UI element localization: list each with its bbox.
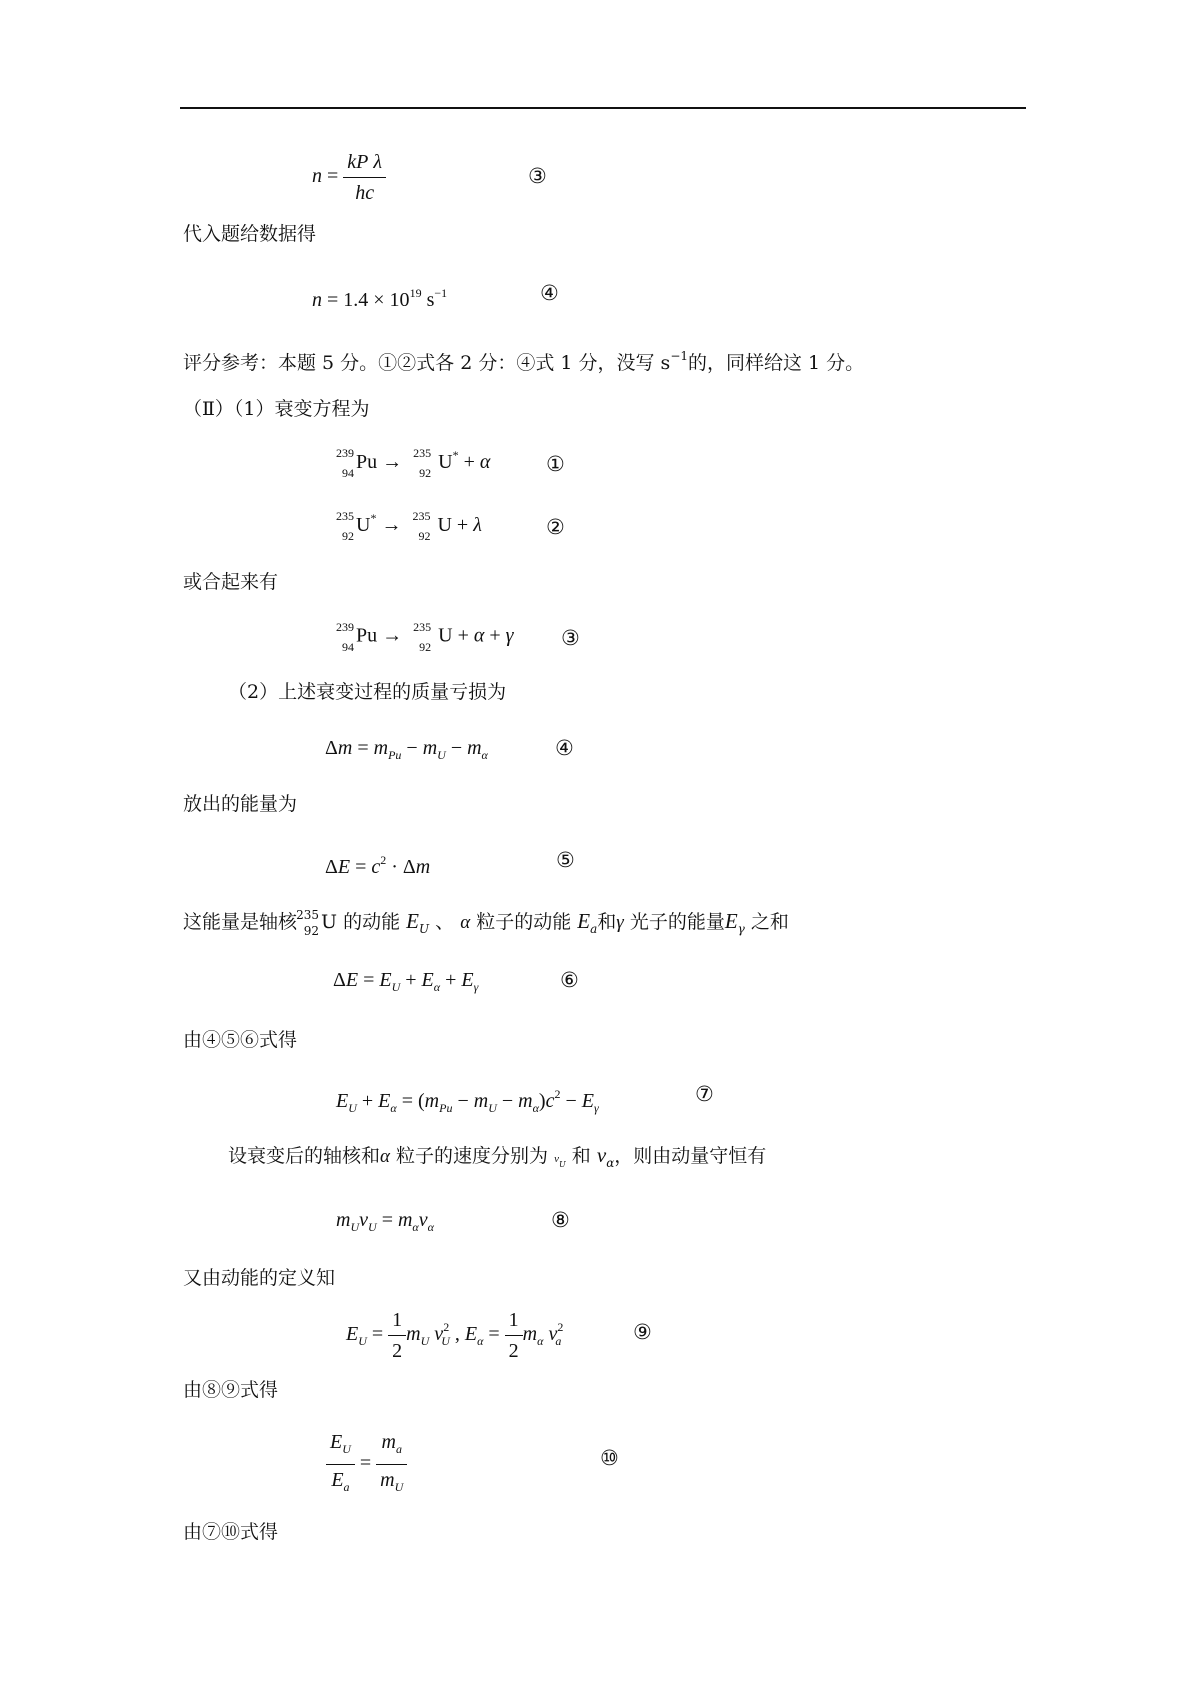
energy-equation: $\Delta E = c^2 \cdot \Delta m$ xyxy=(325,853,431,878)
text-fragment: 设衰变后的轴核和 xyxy=(228,1145,381,1167)
text-fragment: ，则由动量守恒有 xyxy=(614,1145,767,1167)
text-fragment: 粒子的动能 xyxy=(476,911,572,933)
scoring-text: 评分参考：本题 5 分。①②式各 2 分：④式 1 分，没写 xyxy=(183,352,655,374)
text-line: 代入题给数据得 xyxy=(183,223,317,245)
energy-sum-equation: $\Delta E = E_U + E_\alpha + E_\gamma$ xyxy=(333,969,479,994)
momentum-description: 设衰变后的轴核和α 粒子的速度分别为 $v_U$ 和 $v_\alpha$，则由动量守恒有 xyxy=(228,1143,767,1170)
equation-number: ⑩ xyxy=(600,1446,619,1470)
scoring-text-end: 的，同样给这 1 分。 xyxy=(688,352,865,374)
equation-number: ④ xyxy=(540,281,559,305)
equation-number: ④ xyxy=(555,736,574,760)
text-line: 放出的能量为 xyxy=(183,793,298,815)
equation-number: ③ xyxy=(561,626,580,650)
equation-number: ① xyxy=(546,452,565,476)
text-fragment: 之和 xyxy=(750,911,789,933)
momentum-equation: $m_Uv_U = m_\alpha v_\alpha$ xyxy=(336,1209,434,1234)
decay-equation-2: 235 92 U* → 235 92 U + λ xyxy=(336,509,482,544)
text-fragment: 、 xyxy=(435,911,455,933)
equation-number: ⑧ xyxy=(551,1208,570,1232)
equation-number: ⑨ xyxy=(633,1320,652,1344)
text-line: 又由动能的定义知 xyxy=(183,1267,336,1289)
header-rule xyxy=(180,107,1026,109)
decay-equation-1: 239 94 Pu → 235 92 U* + α xyxy=(336,446,491,481)
kinetic-energy-definition: $E_U$ = $\frac{1}{2}$ $m_U$ $v^2_U$ , $E_\alpha$ = $\frac{1}{2}$ $m_\alpha$ $v^2_a$ xyxy=(346,1309,564,1362)
text-line: （2）上述衰变过程的质量亏损为 xyxy=(228,681,507,703)
text-line: 或合起来有 xyxy=(183,571,279,593)
text-line: 由⑦⑩式得 xyxy=(183,1521,279,1543)
equation-number: ③ xyxy=(528,164,547,188)
equation-4-a: $n = 1.4 \times 10^{19}$ $s^{-1}$ xyxy=(312,286,448,311)
text-fragment: 光子的能量 xyxy=(629,911,725,933)
section-heading: （Ⅱ）（1）衰变方程为 xyxy=(183,398,370,420)
mass-defect-equation: $\Delta m = m_{Pu} - m_U - m_\alpha$ xyxy=(325,737,488,762)
text-fragment: U 的动能 xyxy=(321,911,401,933)
kinetic-energy-equation: $E_U + E_\alpha = (m_{Pu} - m_U - m_\alpha)c^2 - E_\gamma$ xyxy=(336,1087,599,1115)
decay-equation-combined: 239 94 Pu → 235 92 U + α + γ xyxy=(336,620,514,654)
text-fragment: 粒子的速度分别为 xyxy=(396,1145,549,1167)
text-fragment: 这能量是轴核 xyxy=(183,911,298,933)
energy-sum-description: 这能量是轴核 235 92 U 的动能 $E_U$ 、 α 粒子的动能 $E_a$和γ 光子的能量$E_\gamma$ 之和 xyxy=(183,908,789,938)
equation-number: ⑦ xyxy=(695,1082,714,1106)
equation-number: ⑤ xyxy=(556,848,575,872)
text-line: 由⑧⑨式得 xyxy=(183,1379,279,1401)
energy-ratio-equation: $\frac{E_U}{E_a}$ = $\frac{m_a}{m_U}$ xyxy=(326,1430,407,1499)
equation-number: ⑥ xyxy=(560,968,579,992)
equation-number: ② xyxy=(546,515,565,539)
text-fragment: 和 xyxy=(597,911,617,933)
equation-3-a: n = $\frac{\text{kP λ}}{hc}$ xyxy=(312,150,386,205)
text-fragment: 和 xyxy=(571,1145,591,1167)
scoring-note: 评分参考：本题 5 分。①②式各 2 分：④式 1 分，没写 $s^{-1}$的，同样给这 1 分。 xyxy=(183,349,865,374)
text-line: 由④⑤⑥式得 xyxy=(183,1029,298,1051)
